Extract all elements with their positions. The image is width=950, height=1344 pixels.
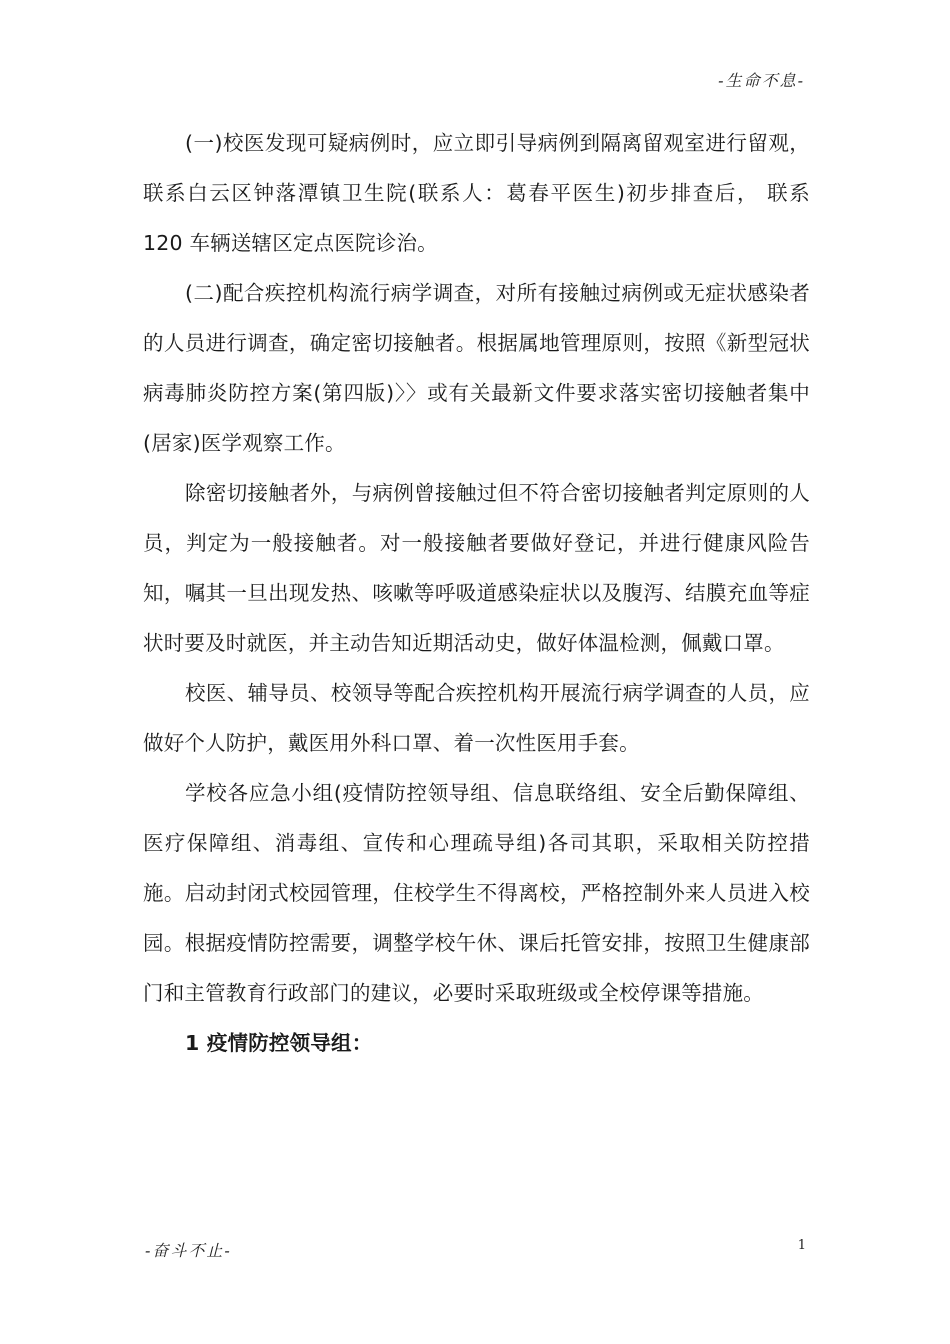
- section-heading: 1 疫情防控领导组：: [185, 1031, 373, 1055]
- page-number: 1: [797, 1238, 806, 1253]
- paragraph-5: 学校各应急小组(疫情防控领导组、信息联络组、安全后勤保障组、医疗保障组、消毒组、宣传和心理疏导组)各司其职，采取相关防控措施。启动封闭式校园管理，住校学生不得离校，严格控制外来人员进入校园。根据疫情防控需要，调整学校午休、课后托管安排，按照卫生健康部门和主管教育行政部门的建议，必要时采取班级或全校停课等措施。: [143, 781, 810, 1005]
- body-text: [143, 118, 810, 1068]
- header-motto: -生命不息-: [718, 71, 805, 90]
- paragraph-3: 除密切接触者外，与病例曾接触过但不符合密切接触者判定原则的人员，判定为一般接触者。对一般接触者要做好登记，并进行健康风险告知，嘱其一旦出现发热、咳嗽等呼吸道感染症状以及腹泻、结膜充血等症状时要及时就医，并主动告知近期活动史，做好体温检测，佩戴口罩。: [143, 481, 810, 655]
- paragraph-1: (一)校医发现可疑病例时，应立即引导病例到隔离留观室进行留观，联系白云区钟落潭镇卫生院(联系人：葛春平医生)初步排查后， 联系 120 车辆送辖区定点医院诊治。: [143, 131, 810, 255]
- footer-motto: -奋斗不止-: [145, 1241, 232, 1260]
- paragraph-4: 校医、辅导员、校领导等配合疾控机构开展流行病学调查的人员，应做好个人防护，戴医用外科口罩、着一次性医用手套。: [143, 681, 810, 755]
- paragraph-2: (二)配合疾控机构流行病学调查，对所有接触过病例或无症状感染者的人员进行调查，确定密切接触者。根据属地管理原则，按照《新型冠状病毒肺炎防控方案(第四版)〉〉或有关最新文件要求落实密切接触者集中(居家)医学观察工作。: [143, 281, 810, 455]
